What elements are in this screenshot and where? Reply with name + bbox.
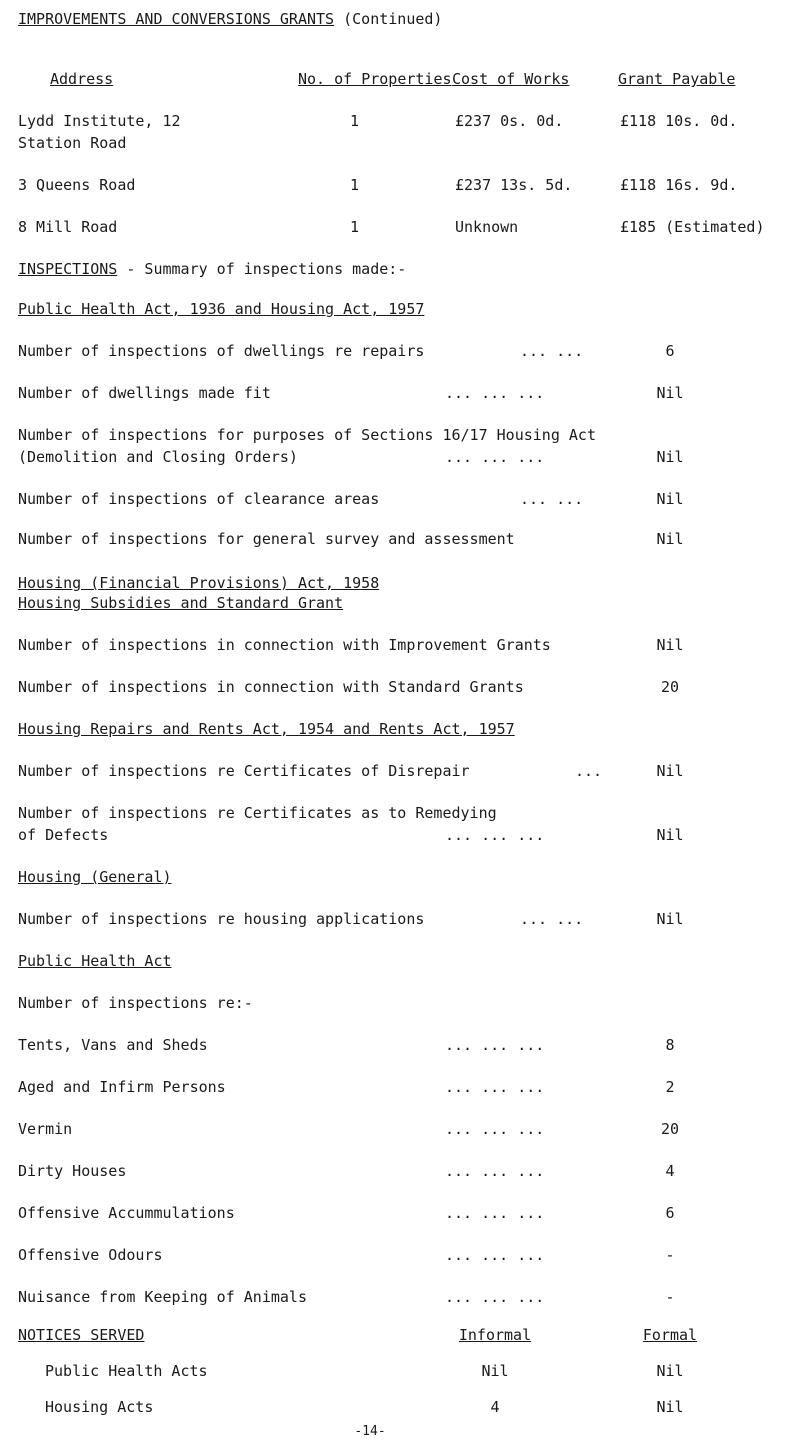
inspection-value: Nil — [656, 530, 684, 548]
inspection-value: 4 — [665, 1162, 675, 1180]
col-header-address: Address — [50, 70, 114, 88]
inspection-value: 6 — [665, 342, 675, 360]
col-header-cost: Cost of Works — [452, 70, 570, 88]
inspection-value: Nil — [656, 490, 684, 508]
inspection-value: 6 — [665, 1204, 675, 1222]
inspection-label: Number of inspections for general survey and assessment — [18, 530, 515, 548]
inspection-value: Nil — [656, 910, 684, 928]
section-intro: Number of inspections re:- — [18, 994, 253, 1012]
leader-dots: ... ... — [520, 490, 584, 508]
grant-row-properties: 1 — [350, 112, 360, 130]
leader-dots: ... ... ... — [445, 384, 545, 402]
grant-row-cost: £237 0s. 0d. — [455, 112, 564, 130]
notice-row-label: Housing Acts — [45, 1398, 154, 1416]
grant-row-properties: 1 — [350, 176, 360, 194]
inspection-label-line2: of Defects — [18, 826, 109, 844]
grant-row-address: Lydd Institute, 12 — [18, 112, 181, 130]
section-subtitle: Housing Subsidies and Standard Grant — [18, 594, 344, 612]
leader-dots: ... ... ... — [445, 448, 545, 466]
inspection-value: - — [665, 1288, 675, 1306]
notice-row-formal: Nil — [656, 1362, 684, 1380]
leader-dots: ... ... ... — [445, 1120, 545, 1138]
leader-dots: ... ... ... — [445, 1162, 545, 1180]
leader-dots: ... ... ... — [445, 826, 545, 844]
inspection-label-line2: (Demolition and Closing Orders) — [18, 448, 298, 466]
inspection-value: Nil — [656, 384, 684, 402]
inspections-title: INSPECTIONS — [18, 260, 118, 278]
grant-row-grant: £118 10s. 0d. — [620, 112, 738, 130]
inspection-label: Tents, Vans and Sheds — [18, 1036, 208, 1054]
inspections-heading — [18, 260, 406, 278]
leader-dots: ... ... ... — [445, 1246, 545, 1264]
leader-dots: ... ... ... — [445, 1204, 545, 1222]
inspection-label: Number of inspections in connection with Improvement Grants — [18, 636, 551, 654]
section-title: Housing (General) — [18, 868, 172, 886]
inspection-label: Number of inspections re Certificates of Disrepair — [18, 762, 470, 780]
notices-col-formal: Formal — [642, 1326, 698, 1344]
grant-row-address: 8 Mill Road — [18, 218, 118, 236]
inspection-value: 20 — [660, 1120, 680, 1138]
inspection-label: Number of inspections re Certificates as to Remedying — [18, 804, 497, 822]
inspection-value: Nil — [656, 448, 684, 466]
grant-row-properties: 1 — [350, 218, 360, 236]
inspection-label: Offensive Accummulations — [18, 1204, 235, 1222]
inspection-label: Offensive Odours — [18, 1246, 163, 1264]
col-header-properties: No. of Properties — [298, 70, 452, 88]
leader-dots: ... ... — [520, 910, 584, 928]
page-title-continued: (Continued) — [343, 10, 443, 28]
grant-row-cost: Unknown — [455, 218, 519, 236]
section-title: Public Health Act — [18, 952, 172, 970]
page-header — [18, 10, 442, 28]
inspection-value: 2 — [665, 1078, 675, 1096]
inspection-label: Number of inspections of dwellings re repairs — [18, 342, 425, 360]
page-title: IMPROVEMENTS AND CONVERSIONS GRANTS — [18, 10, 335, 28]
inspection-value: Nil — [656, 762, 684, 780]
leader-dots: ... ... — [520, 342, 584, 360]
leader-dots: ... — [575, 762, 603, 780]
inspection-label: Number of dwellings made fit — [18, 384, 271, 402]
grant-row-grant: £118 16s. 9d. — [620, 176, 738, 194]
col-header-grant: Grant Payable — [618, 70, 736, 88]
grant-row-cost: £237 13s. 5d. — [455, 176, 573, 194]
inspection-value: Nil — [656, 826, 684, 844]
inspection-label: Number of inspections for purposes of Sections 16/17 Housing Act — [18, 426, 596, 444]
leader-dots: ... ... ... — [445, 1288, 545, 1306]
section-title: Housing Repairs and Rents Act, 1954 and Rents Act, 1957 — [18, 720, 515, 738]
notice-row-informal: 4 — [490, 1398, 500, 1416]
notice-row-formal: Nil — [656, 1398, 684, 1416]
inspection-value: - — [665, 1246, 675, 1264]
inspection-label: Number of inspections in connection with Standard Grants — [18, 678, 524, 696]
notices-col-informal: Informal — [458, 1326, 532, 1344]
notice-row-label: Public Health Acts — [45, 1362, 208, 1380]
grant-row-address-line2: Station Road — [18, 134, 127, 152]
notice-row-informal: Nil — [481, 1362, 509, 1380]
inspection-label: Aged and Infirm Persons — [18, 1078, 226, 1096]
inspection-label: Vermin — [18, 1120, 73, 1138]
inspection-label: Dirty Houses — [18, 1162, 127, 1180]
inspections-subtitle: - Summary of inspections made:- — [117, 260, 407, 278]
page-number: -14- — [354, 1424, 386, 1439]
inspection-value: 20 — [660, 678, 680, 696]
section-title: Public Health Act, 1936 and Housing Act, 1957 — [18, 300, 425, 318]
leader-dots: ... ... ... — [445, 1078, 545, 1096]
leader-dots: ... ... ... — [445, 1036, 545, 1054]
section-title: Housing (Financial Provisions) Act, 1958 — [18, 574, 380, 592]
grant-row-address: 3 Queens Road — [18, 176, 136, 194]
inspection-value: Nil — [656, 636, 684, 654]
inspection-label: Number of inspections of clearance areas — [18, 490, 380, 508]
notices-heading: NOTICES SERVED — [18, 1326, 145, 1344]
grant-row-grant: £185 (Estimated) — [620, 218, 765, 236]
inspection-label: Number of inspections re housing applications — [18, 910, 425, 928]
inspection-label: Nuisance from Keeping of Animals — [18, 1288, 307, 1306]
inspection-value: 8 — [665, 1036, 675, 1054]
